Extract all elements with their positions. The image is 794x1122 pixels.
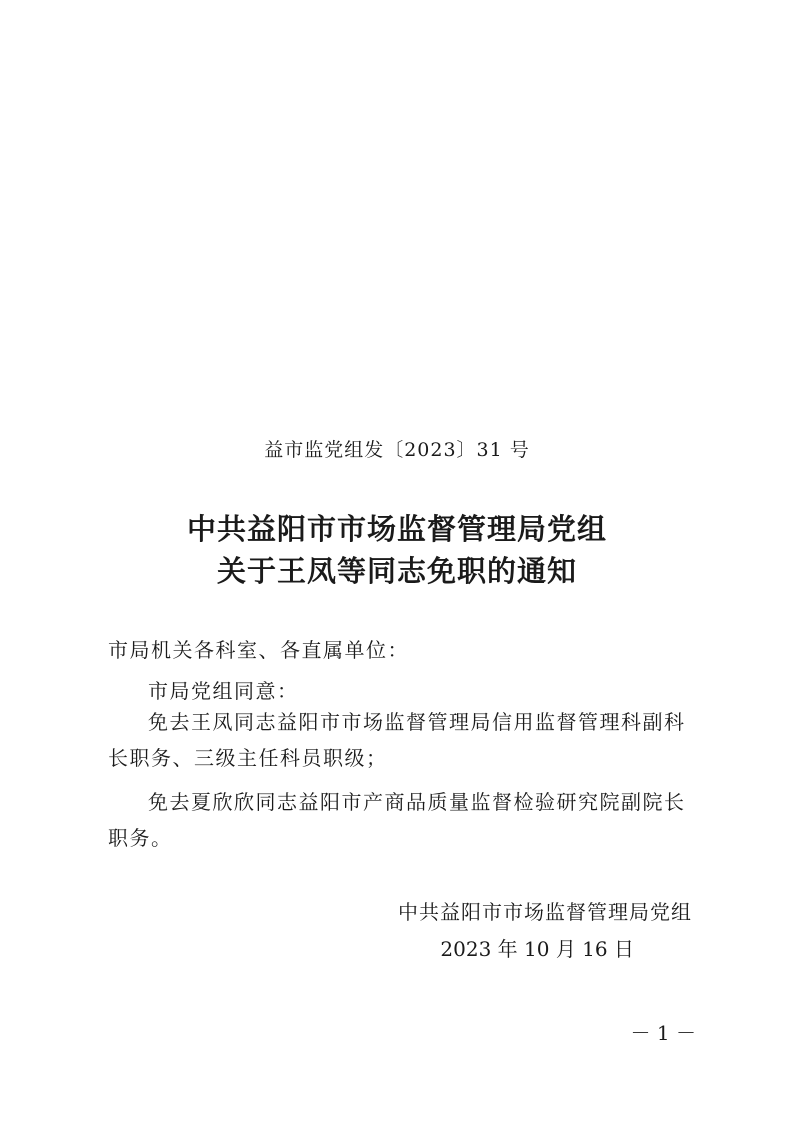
addressee: 市局机关各科室、各直属单位：	[108, 638, 409, 662]
issuer-signature: 中共益阳市市场监督管理局党组	[398, 900, 692, 924]
page-number: － 1 －	[630, 1021, 696, 1045]
document-title-line-2: 关于王凤等同志免职的通知	[216, 554, 577, 588]
body-paragraph: 免去王凤同志益阳市市场监督管理局信用监督管理科副科长职务、三级主任科员职级；	[108, 710, 686, 770]
document-title-line-1: 中共益阳市市场监督管理局党组	[186, 512, 607, 546]
document-number: 益市监党组发〔2023〕31 号	[264, 439, 530, 461]
body-paragraph: 免去夏欣欣同志益阳市产商品质量监督检验研究院副院长职务。	[108, 790, 686, 850]
body-paragraph: 市局党组同意：	[148, 679, 299, 703]
issue-date: 2023 年 10 月 16 日	[440, 937, 634, 961]
